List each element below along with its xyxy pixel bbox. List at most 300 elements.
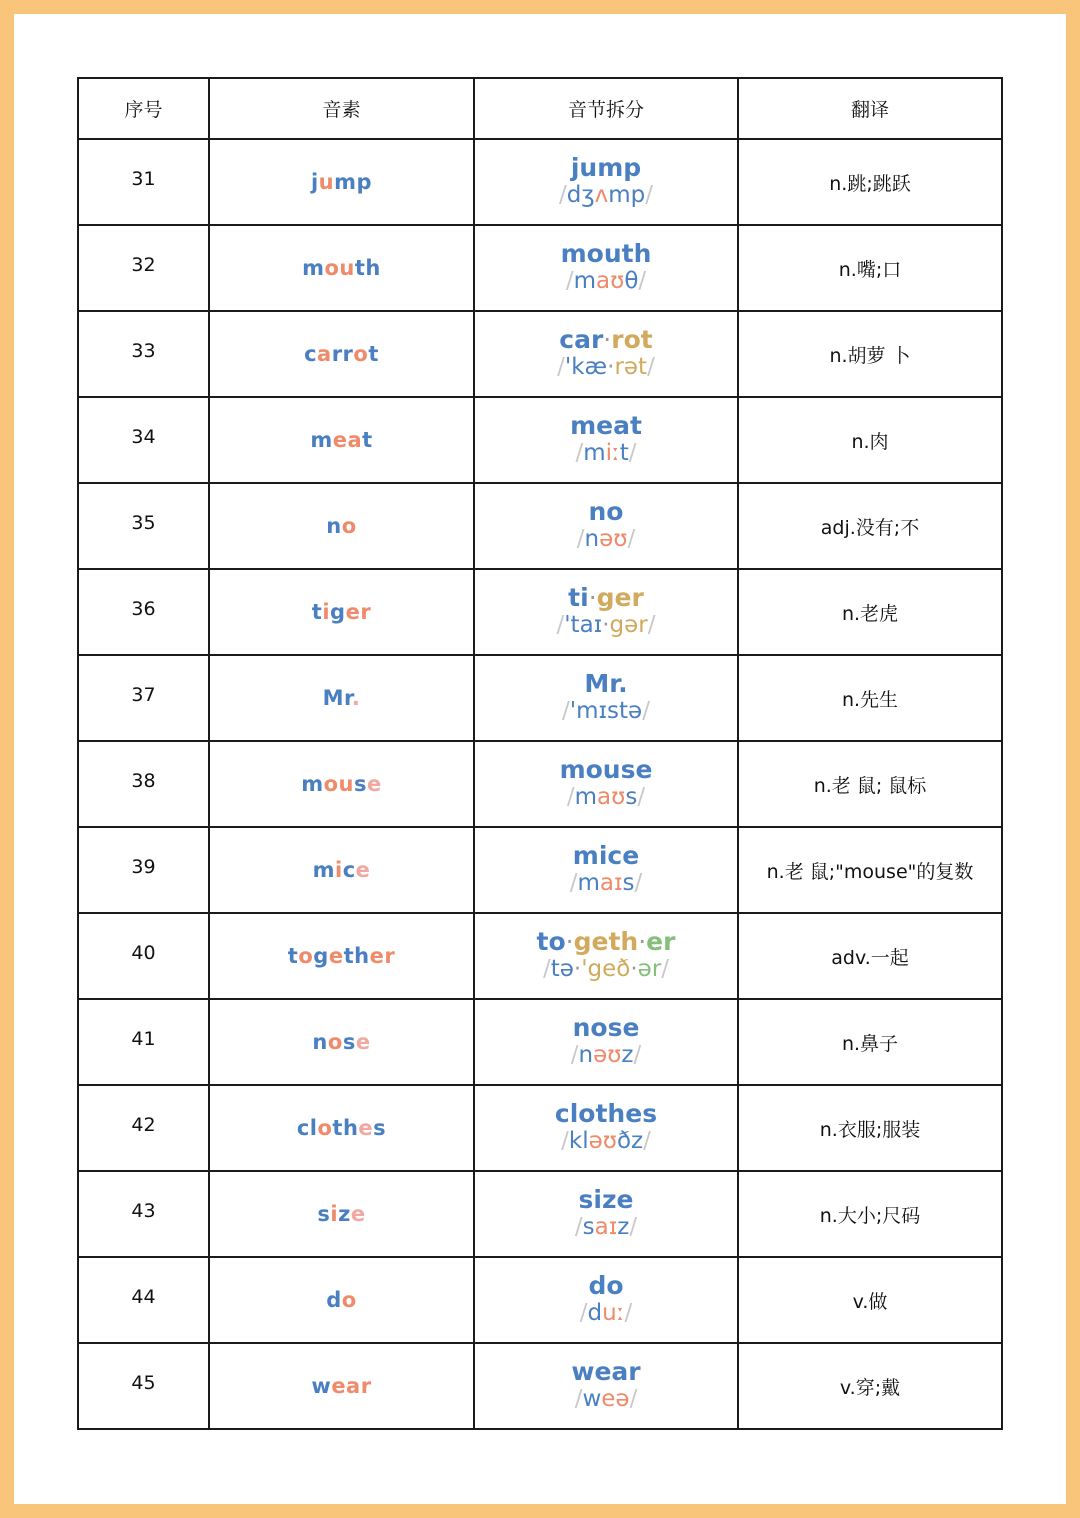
letter-segment: e	[358, 1116, 374, 1140]
letter-segment: z	[621, 1042, 634, 1068]
letter-segment: nose	[572, 1013, 640, 1042]
letter-segment: Mr.	[584, 669, 628, 698]
letter-segment: aʊ	[596, 268, 625, 294]
translation: n.衣服;服装	[819, 1118, 921, 1141]
syllable-cell	[474, 139, 738, 225]
letter-segment: /	[647, 612, 656, 638]
letter-segment: /	[561, 1128, 569, 1154]
syllable-cell	[474, 913, 738, 999]
syllable-split	[475, 929, 737, 955]
letter-segment: no	[588, 497, 624, 526]
letter-segment: mouth	[560, 239, 652, 268]
colored-word	[288, 944, 395, 968]
phoneme-cell	[209, 569, 474, 655]
letter-segment: rot	[611, 325, 653, 354]
letter-segment: n	[312, 1030, 328, 1054]
letter-segment: ·	[607, 354, 615, 380]
letter-segment: o	[353, 342, 369, 366]
letter-segment: /	[629, 1214, 638, 1240]
table-row	[78, 397, 1002, 483]
translation-cell	[738, 1085, 1002, 1171]
letter-segment: aɪ	[594, 1214, 618, 1240]
table-row	[78, 1257, 1002, 1343]
colored-word	[311, 170, 372, 194]
letter-segment: ·	[638, 927, 647, 956]
translation: n.肉	[851, 430, 889, 453]
ipa-transcription	[475, 1127, 737, 1155]
letter-segment: o	[341, 1288, 357, 1312]
ipa-transcription	[475, 267, 737, 295]
letter-segment: c	[342, 858, 356, 882]
letter-segment: /	[556, 612, 565, 638]
row-number-cell	[78, 139, 209, 225]
letter-segment: /	[645, 182, 654, 208]
letter-segment: w	[311, 1374, 332, 1398]
letter-segment: m	[302, 256, 325, 280]
colored-word	[304, 342, 379, 366]
letter-segment: mouse	[559, 755, 653, 784]
row-number-cell	[78, 1085, 209, 1171]
letter-segment: c	[304, 342, 318, 366]
letter-segment: d	[326, 1288, 342, 1312]
phoneme-cell	[209, 655, 474, 741]
letter-segment: kl	[568, 1128, 589, 1154]
letter-segment: /	[570, 1042, 579, 1068]
letter-segment: ger	[596, 583, 644, 612]
row-number-cell	[78, 397, 209, 483]
header-syllable: 音节拆分	[474, 78, 738, 139]
syllable-cell	[474, 999, 738, 1085]
syllable-cell	[474, 569, 738, 655]
colored-word	[326, 1288, 356, 1312]
phoneme-cell	[209, 225, 474, 311]
letter-segment: o	[341, 514, 357, 538]
phoneme-cell	[209, 1343, 474, 1429]
letter-segment: dʒ	[566, 182, 595, 208]
phoneme-cell	[209, 999, 474, 1085]
phoneme-cell	[209, 827, 474, 913]
row-number-cell	[78, 741, 209, 827]
colored-word	[310, 428, 372, 452]
translation-cell	[738, 1257, 1002, 1343]
ipa-transcription	[475, 181, 737, 209]
translation-cell	[738, 1171, 1002, 1257]
letter-segment: m	[577, 870, 600, 896]
syllable-split	[475, 757, 737, 783]
row-number: 37	[131, 684, 156, 706]
letter-segment: s	[622, 870, 635, 896]
ipa-transcription	[475, 1385, 737, 1413]
phoneme-cell	[209, 139, 474, 225]
letter-segment: aɪ	[599, 870, 623, 896]
letter-segment: g	[313, 944, 329, 968]
translation: v.穿;戴	[839, 1376, 901, 1399]
letter-segment: /	[628, 440, 637, 466]
letter-segment: meat	[570, 411, 642, 440]
colored-word	[323, 686, 361, 710]
letter-segment: /	[574, 1214, 583, 1240]
translation-cell	[738, 827, 1002, 913]
ipa-transcription	[475, 955, 737, 983]
syllable-cell	[474, 1171, 738, 1257]
letter-segment: /	[643, 1128, 651, 1154]
letter-segment: /	[637, 784, 646, 810]
colored-word	[301, 772, 382, 796]
letter-segment: er	[369, 944, 396, 968]
row-number: 31	[131, 168, 156, 190]
letter-segment: Mr	[322, 686, 352, 710]
syllable-split	[475, 155, 737, 181]
letter-segment: o	[327, 1030, 343, 1054]
translation-cell	[738, 139, 1002, 225]
letter-segment: /	[647, 354, 655, 380]
letter-segment: e	[350, 1202, 366, 1226]
translation: n.老虎	[841, 602, 899, 625]
table-row	[78, 999, 1002, 1085]
letter-segment: i	[334, 858, 343, 882]
row-number: 38	[131, 770, 156, 792]
ipa-transcription	[475, 1299, 737, 1327]
letter-segment: i	[322, 600, 331, 624]
letter-segment: car	[559, 325, 604, 354]
letter-segment: jump	[570, 153, 642, 182]
letter-segment: w	[582, 1386, 602, 1412]
letter-segment: t	[368, 342, 379, 366]
letter-segment: /	[627, 526, 636, 552]
letter-segment: z	[617, 1214, 630, 1240]
letter-segment: ou	[323, 772, 355, 796]
letter-segment: a	[317, 342, 332, 366]
syllable-cell	[474, 225, 738, 311]
translation-cell	[738, 397, 1002, 483]
letter-segment: /	[629, 1386, 638, 1412]
header-row	[78, 78, 1002, 139]
ipa-transcription	[475, 1213, 737, 1241]
letter-segment: ʌ	[594, 182, 609, 208]
letter-segment: m	[301, 772, 324, 796]
colored-word	[312, 600, 371, 624]
letter-segment: /	[558, 182, 567, 208]
letter-segment: ·	[565, 927, 574, 956]
translation-cell	[738, 225, 1002, 311]
table-row	[78, 913, 1002, 999]
ipa-transcription	[475, 1041, 737, 1069]
letter-segment: e	[355, 1030, 371, 1054]
letter-segment: /	[633, 1042, 642, 1068]
letter-segment: wear	[571, 1357, 641, 1386]
letter-segment: i	[330, 1202, 339, 1226]
letter-segment: ·	[602, 612, 610, 638]
table-row	[78, 1343, 1002, 1429]
letter-segment: e	[355, 858, 371, 882]
syllable-split	[475, 241, 737, 267]
colored-word	[313, 858, 371, 882]
table-row	[78, 741, 1002, 827]
phoneme-cell	[209, 397, 474, 483]
ipa-transcription	[475, 697, 737, 725]
letter-segment: əʊ	[593, 1042, 622, 1068]
row-number: 43	[131, 1200, 156, 1222]
syllable-split	[475, 1359, 737, 1385]
row-number: 36	[131, 598, 156, 620]
letter-segment: to	[536, 927, 566, 956]
table-row	[78, 827, 1002, 913]
translation-cell	[738, 655, 1002, 741]
translation: v.做	[852, 1290, 888, 1313]
letter-segment: do	[588, 1271, 624, 1300]
row-number-cell	[78, 1257, 209, 1343]
syllable-cell	[474, 311, 738, 397]
syllable-split	[475, 1101, 737, 1127]
row-number: 33	[131, 340, 156, 362]
letter-segment: m	[574, 784, 598, 810]
letter-segment: e	[367, 772, 382, 796]
syllable-cell	[474, 483, 738, 569]
syllable-cell	[474, 397, 738, 483]
letter-segment: geth	[573, 927, 639, 956]
translation: n.嘴;口	[838, 258, 902, 281]
letter-segment: 'taɪ	[564, 612, 603, 638]
row-number: 45	[131, 1372, 156, 1394]
letter-segment: size	[578, 1185, 634, 1214]
row-number: 34	[131, 426, 156, 448]
table-row	[78, 1171, 1002, 1257]
letter-segment: er	[646, 927, 676, 956]
letter-segment: rət	[614, 354, 648, 380]
translation-cell	[738, 913, 1002, 999]
translation: n.大小;尺码	[819, 1204, 921, 1227]
letter-segment: s	[625, 784, 638, 810]
letter-segment: /	[566, 784, 575, 810]
letter-segment: /	[542, 956, 551, 982]
translation: n.跳;跳跃	[829, 172, 911, 195]
letter-segment: rr	[331, 342, 354, 366]
row-number-cell	[78, 913, 209, 999]
syllable-split	[475, 1015, 737, 1041]
letter-segment: θ	[624, 268, 639, 294]
letter-segment: s	[354, 772, 368, 796]
letter-segment: /	[624, 1300, 633, 1326]
letter-segment: t	[311, 600, 323, 624]
syllable-split	[475, 1273, 737, 1299]
colored-word	[326, 514, 356, 538]
translation-cell	[738, 1343, 1002, 1429]
phoneme-cell	[209, 1257, 474, 1343]
letter-segment: /	[565, 268, 574, 294]
letter-segment: /	[562, 698, 570, 724]
row-number: 35	[131, 512, 156, 534]
letter-segment: ·	[573, 956, 582, 982]
ipa-transcription	[475, 439, 737, 467]
letter-segment: n	[326, 514, 342, 538]
row-number: 44	[131, 1286, 156, 1308]
letter-segment: s	[342, 1030, 356, 1054]
letter-segment: ea	[332, 428, 363, 452]
letter-segment: 'mɪstə	[569, 698, 643, 724]
letter-segment: th	[354, 256, 381, 280]
translation: n.胡萝 卜	[829, 344, 911, 367]
table-row	[78, 311, 1002, 397]
translation-cell	[738, 311, 1002, 397]
letter-segment: ·	[630, 956, 638, 982]
letter-segment: /	[638, 268, 647, 294]
row-number: 39	[131, 856, 156, 878]
letter-segment: ðz	[616, 1128, 644, 1154]
translation-cell	[738, 741, 1002, 827]
phoneme-cell	[209, 1085, 474, 1171]
letter-segment: j	[310, 170, 319, 194]
syllable-split	[475, 327, 737, 353]
phoneme-cell	[209, 483, 474, 569]
letter-segment: /	[557, 354, 565, 380]
letter-segment: aʊ	[597, 784, 626, 810]
letter-segment: /	[642, 698, 650, 724]
colored-word	[302, 256, 381, 280]
row-number-cell	[78, 999, 209, 1085]
table-row	[78, 569, 1002, 655]
letter-segment: m	[312, 858, 335, 882]
letter-segment: /	[576, 526, 585, 552]
letter-segment: th	[343, 944, 370, 968]
letter-segment: ·	[588, 583, 597, 612]
colored-word	[317, 1202, 365, 1226]
letter-segment: t	[619, 440, 629, 466]
letter-segment: ou	[324, 256, 355, 280]
header-phoneme: 音素	[209, 78, 474, 139]
ipa-transcription	[475, 611, 737, 639]
letter-segment: eə	[601, 1386, 630, 1412]
letter-segment: cl	[296, 1116, 318, 1140]
translation: adv.一起	[831, 946, 909, 969]
row-number-cell	[78, 1343, 209, 1429]
colored-word	[297, 1116, 386, 1140]
row-number-cell	[78, 311, 209, 397]
translation: n.老 鼠;"mouse"的复数	[766, 860, 974, 883]
row-number-cell	[78, 569, 209, 655]
letter-segment: əʊ	[588, 1128, 617, 1154]
letter-segment: .	[351, 686, 361, 710]
letter-segment: e	[328, 944, 344, 968]
syllable-cell	[474, 1085, 738, 1171]
ipa-transcription	[475, 869, 737, 897]
letter-segment: u	[318, 170, 335, 194]
letter-segment: əʊ	[599, 526, 628, 552]
syllable-cell	[474, 741, 738, 827]
syllable-cell	[474, 827, 738, 913]
table-row	[78, 1085, 1002, 1171]
translation: n.先生	[841, 688, 899, 711]
syllable-cell	[474, 655, 738, 741]
table-row	[78, 655, 1002, 741]
letter-segment: 'geð	[581, 956, 631, 982]
translation: n.鼻子	[841, 1032, 899, 1055]
row-number: 41	[131, 1028, 156, 1050]
phoneme-cell	[209, 1171, 474, 1257]
row-number: 40	[131, 942, 156, 964]
header-number: 序号	[78, 78, 209, 139]
letter-segment: o	[298, 944, 314, 968]
letter-segment: d	[587, 1300, 603, 1326]
translation-cell	[738, 483, 1002, 569]
letter-segment: ear	[331, 1374, 372, 1398]
letter-segment: t	[362, 428, 373, 452]
row-number-cell	[78, 1171, 209, 1257]
letter-segment: /	[574, 1386, 583, 1412]
row-number-cell	[78, 655, 209, 741]
page	[14, 14, 1066, 1504]
letter-segment: mp	[608, 182, 646, 208]
letter-segment: /	[661, 956, 670, 982]
syllable-split	[475, 1187, 737, 1213]
row-number: 32	[131, 254, 156, 276]
table-row	[78, 139, 1002, 225]
letter-segment: /	[575, 440, 584, 466]
colored-word	[312, 1030, 370, 1054]
header-translation: 翻译	[738, 78, 1002, 139]
row-number-cell	[78, 483, 209, 569]
letter-segment: z	[338, 1202, 351, 1226]
letter-segment: 'kæ	[564, 354, 608, 380]
syllable-split	[475, 843, 737, 869]
letter-segment: mice	[572, 841, 640, 870]
letter-segment: gər	[609, 612, 648, 638]
letter-segment: uː	[602, 1300, 625, 1326]
letter-segment: s	[317, 1202, 331, 1226]
letter-segment: tə	[550, 956, 574, 982]
translation-cell	[738, 999, 1002, 1085]
row-number-cell	[78, 225, 209, 311]
letter-segment: iː	[605, 440, 620, 466]
letter-segment: ·	[603, 325, 612, 354]
row-number: 42	[131, 1114, 156, 1136]
colored-word	[311, 1374, 371, 1398]
ipa-transcription	[475, 353, 737, 381]
letter-segment: /	[579, 1300, 588, 1326]
letter-segment: m	[310, 428, 333, 452]
letter-segment: s	[373, 1116, 387, 1140]
row-number-cell	[78, 827, 209, 913]
letter-segment: n	[584, 526, 600, 552]
letter-segment: /	[634, 870, 643, 896]
letter-segment: mp	[334, 170, 373, 194]
letter-segment: s	[582, 1214, 595, 1240]
letter-segment: ər	[637, 956, 662, 982]
vocab-table	[77, 77, 1003, 1430]
letter-segment: clothes	[554, 1099, 658, 1128]
letter-segment: /	[569, 870, 578, 896]
letter-segment: m	[583, 440, 606, 466]
ipa-transcription	[475, 525, 737, 553]
syllable-split	[475, 413, 737, 439]
translation: adj.没有;不	[820, 516, 920, 539]
letter-segment: t	[287, 944, 299, 968]
phoneme-cell	[209, 311, 474, 397]
syllable-cell	[474, 1343, 738, 1429]
letter-segment: er	[345, 600, 372, 624]
syllable-split	[475, 499, 737, 525]
translation: n.老 鼠; 鼠标	[813, 774, 927, 797]
letter-segment: g	[330, 600, 346, 624]
ipa-transcription	[475, 783, 737, 811]
syllable-cell	[474, 1257, 738, 1343]
letter-segment: th	[332, 1116, 359, 1140]
letter-segment: m	[573, 268, 596, 294]
letter-segment: ti	[568, 583, 589, 612]
phoneme-cell	[209, 913, 474, 999]
letter-segment: o	[317, 1116, 333, 1140]
letter-segment: n	[578, 1042, 594, 1068]
table-row	[78, 483, 1002, 569]
